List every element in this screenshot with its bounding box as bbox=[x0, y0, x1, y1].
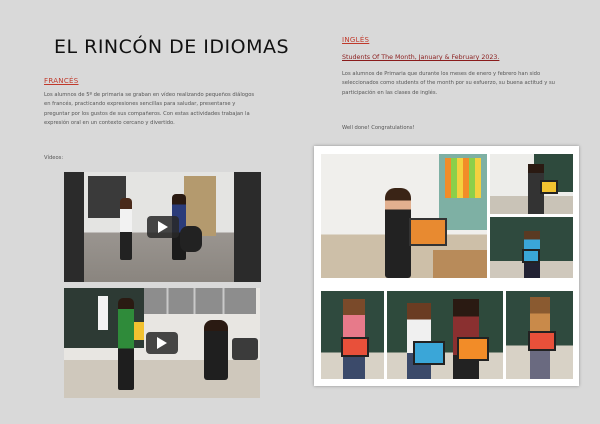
french-paragraph: Los alumnos de 5º de primaria se graban en vídeo realizando pequeños diálogos en francés, practicando expresiones sencillas para saludar, presentarse y preguntar por los gustos de sus compañeros. Con estas actividades trabajan la expresión oral en un contexto cercano y divertido. bbox=[44, 92, 255, 127]
photo-1-student bbox=[385, 188, 411, 278]
photo-student-6 bbox=[506, 291, 573, 379]
photo-student-2 bbox=[490, 154, 573, 214]
photo-2-award bbox=[540, 180, 558, 194]
students-photo-collage bbox=[314, 146, 579, 386]
photo-1-desk bbox=[433, 250, 487, 278]
video-player-1[interactable] bbox=[64, 172, 261, 282]
photo-student-5 bbox=[387, 291, 503, 379]
play-button-1[interactable] bbox=[147, 216, 179, 238]
video-1-student-c bbox=[180, 226, 202, 252]
video-player-2[interactable] bbox=[64, 288, 260, 398]
play-button-2[interactable] bbox=[146, 332, 178, 354]
play-icon bbox=[158, 221, 168, 233]
english-heading: INGLÉS bbox=[342, 36, 370, 44]
photo-student-3 bbox=[490, 217, 573, 278]
photo-student-1 bbox=[321, 154, 487, 278]
photo-1-sticky-notes bbox=[445, 158, 481, 198]
play-icon bbox=[157, 337, 167, 349]
english-subheading: Students Of The Month, January & February 2023. bbox=[342, 54, 500, 61]
photo-5-award-b bbox=[457, 337, 489, 361]
photo-1-award bbox=[409, 218, 447, 246]
photo-6-award bbox=[528, 331, 556, 351]
video-1-student-a bbox=[120, 198, 132, 260]
photo-4-award bbox=[341, 337, 369, 357]
video-2-bags bbox=[232, 338, 258, 360]
video-2-poster bbox=[98, 296, 108, 330]
video-2-window bbox=[144, 288, 256, 314]
video-2-floor bbox=[64, 360, 260, 398]
video-2-student-a bbox=[118, 298, 134, 390]
videos-label: Vídeos: bbox=[44, 155, 64, 161]
french-heading: FRANCÉS bbox=[44, 77, 79, 85]
photo-student-4 bbox=[321, 291, 384, 379]
photo-3-award bbox=[522, 249, 540, 263]
page-title: EL RINCÓN DE IDIOMAS bbox=[54, 36, 290, 58]
english-paragraph: Los alumnos de Primaria que durante los meses de enero y febrero han sido seleccionados como students of the month por su esfuerzo, su buena actitud y su participación en las clases de inglés. bbox=[342, 71, 555, 96]
photo-5-award-a bbox=[413, 341, 445, 365]
video-2-board-held bbox=[134, 322, 144, 340]
english-closing: Well done! Congratulations! bbox=[342, 125, 415, 131]
video-2-student-b bbox=[204, 320, 228, 380]
